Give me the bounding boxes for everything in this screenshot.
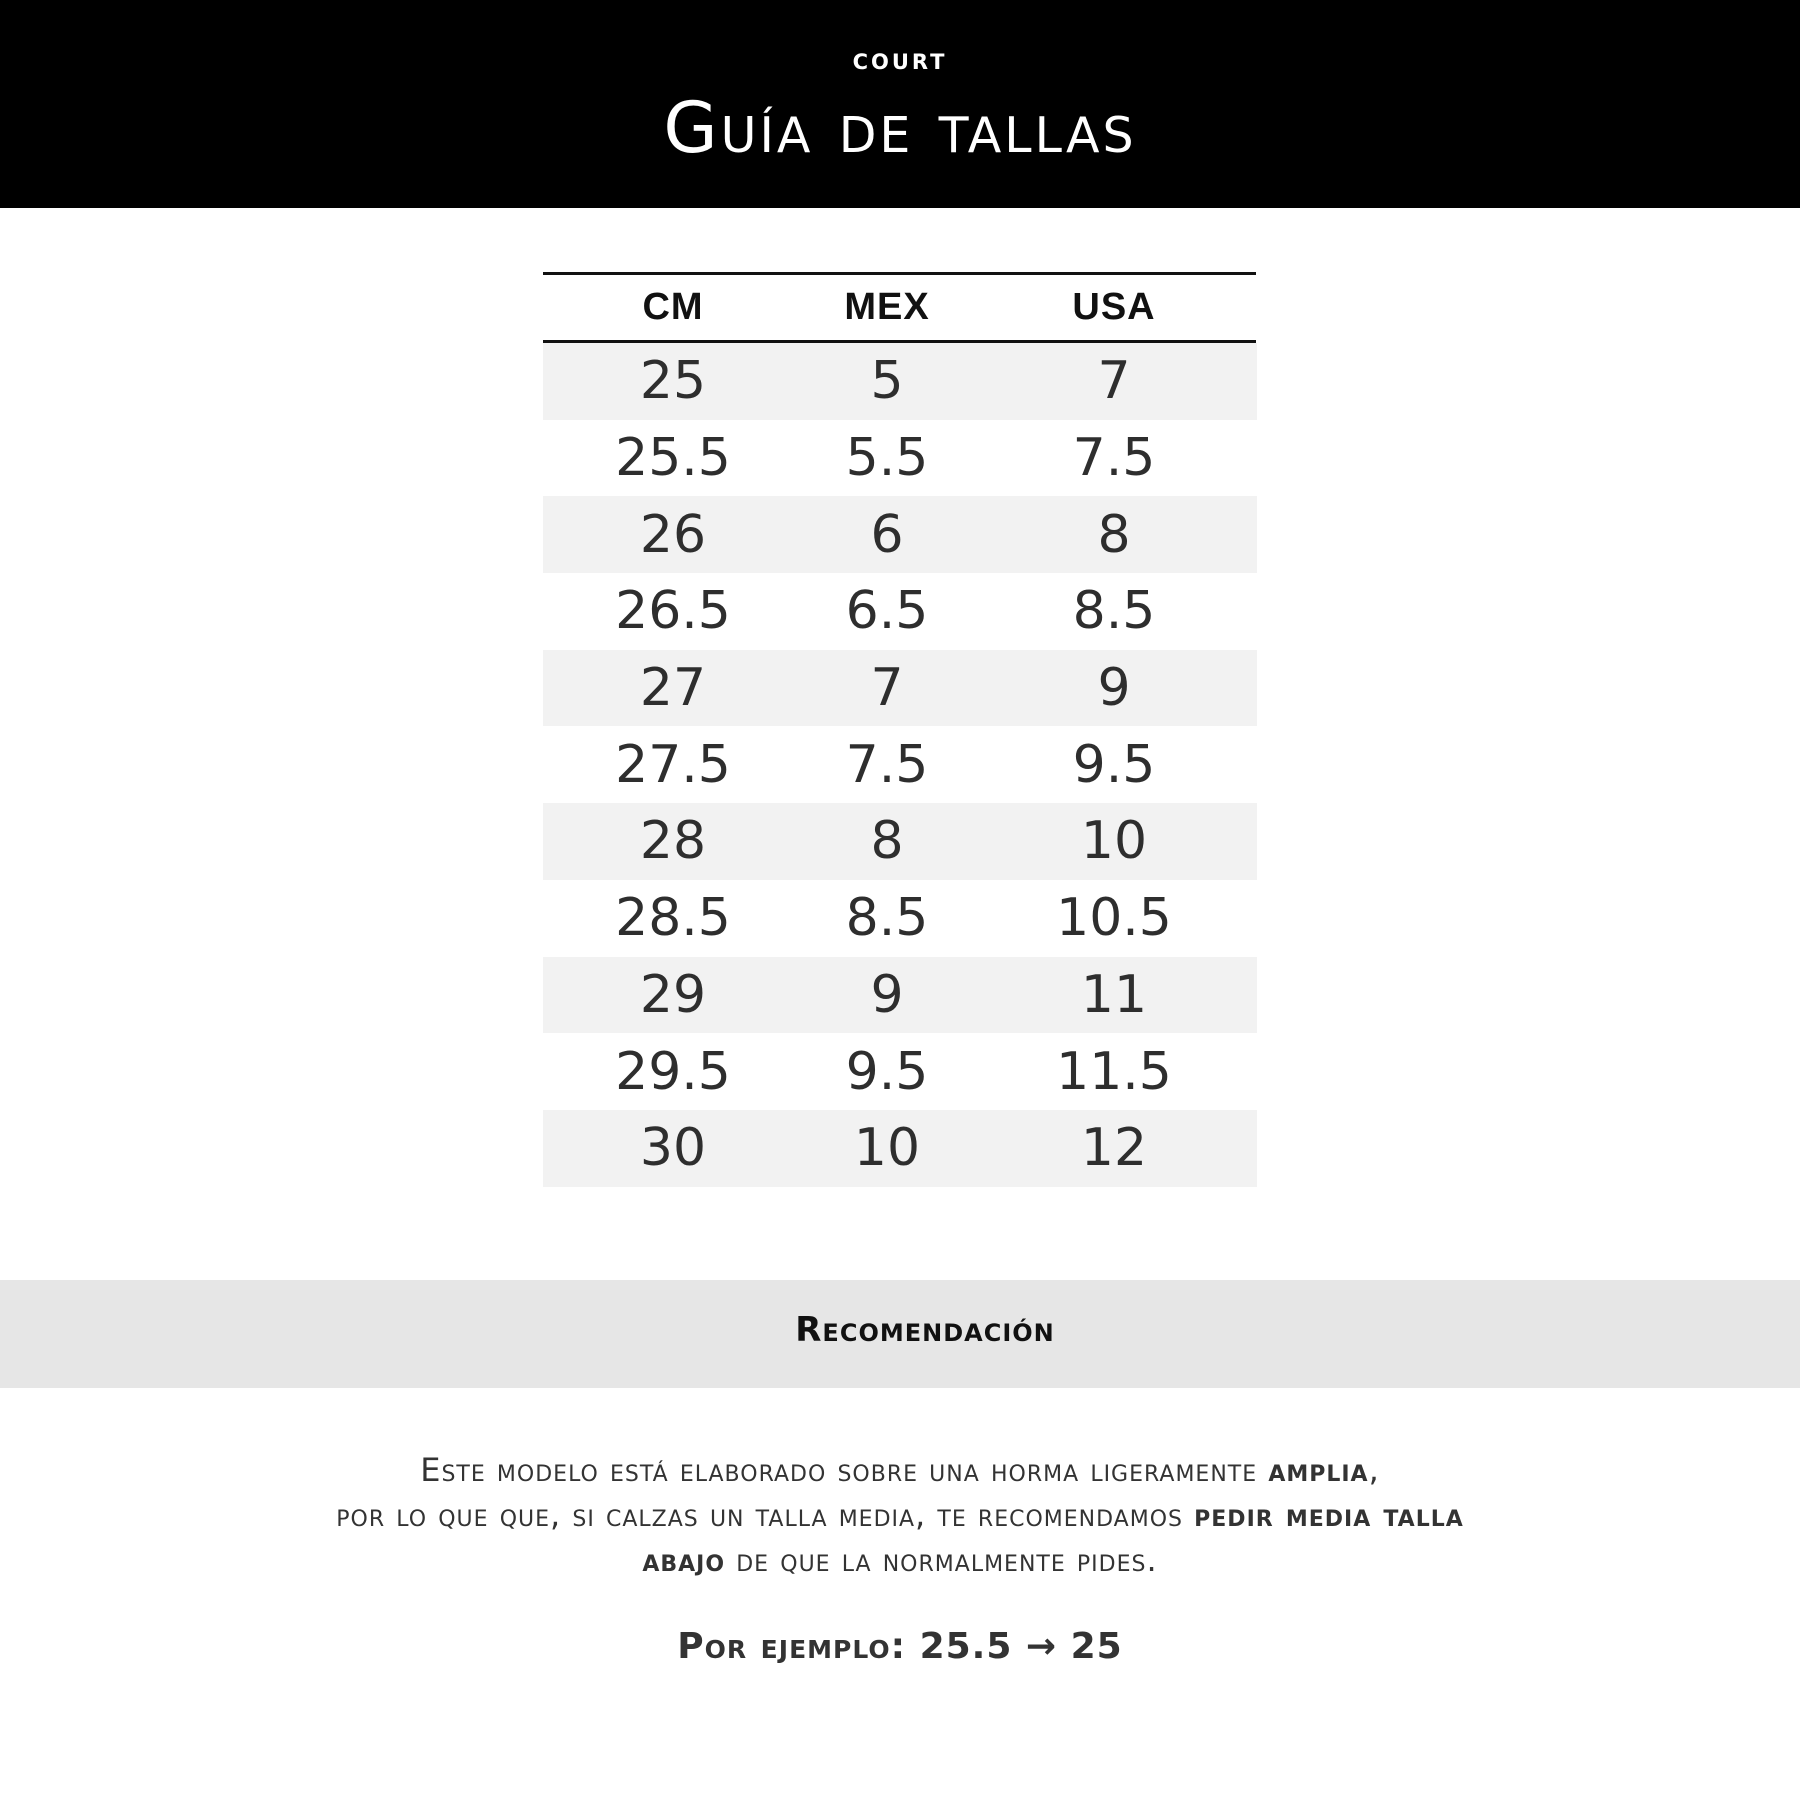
table-row	[543, 573, 1257, 650]
brand-logo: COURT	[852, 50, 948, 74]
recommendation-emphasis-wide: amplia	[1268, 1451, 1369, 1489]
table-row	[543, 957, 1257, 1034]
table-body	[543, 343, 1257, 1187]
table-cell-usa: 7.5	[1072, 428, 1156, 489]
size-table	[543, 272, 1257, 1187]
table-cell-cm: 25.5	[615, 428, 731, 489]
table-cell-cm: 27	[639, 658, 707, 719]
recommendation-emphasis-down: abajo	[642, 1541, 726, 1579]
table-cell-usa: 8	[1097, 504, 1131, 565]
table-cell-mex: 9	[870, 964, 904, 1025]
table-row	[543, 1033, 1257, 1110]
table-cell-usa: 12	[1080, 1118, 1148, 1179]
table-cell-mex: 6	[870, 504, 904, 565]
recommendation-emphasis-half-size: pedir media talla	[1194, 1496, 1464, 1534]
table-cell-cm: 30	[639, 1118, 707, 1179]
recommendation-line1-end: ,	[1368, 1451, 1380, 1489]
table-cell-usa: 9.5	[1072, 734, 1156, 795]
table-cell-usa: 7	[1097, 351, 1131, 412]
table-cell-cm: 29	[639, 964, 707, 1025]
recommendation-title: Recomendación	[795, 1310, 1055, 1350]
table-row	[543, 1110, 1257, 1187]
table-cell-usa: 9	[1097, 658, 1131, 719]
table-cell-cm: 25	[639, 351, 707, 412]
table-cell-mex: 8	[870, 811, 904, 872]
recommendation-line1: Este modelo está elaborado sobre una horma ligeramente	[420, 1451, 1269, 1489]
table-cell-cm: 26	[639, 504, 707, 565]
table-row	[543, 496, 1257, 573]
table-row	[543, 343, 1257, 420]
table-cell-mex: 7	[870, 658, 904, 719]
recommendation-example: Por ejemplo: 25.5 → 25	[677, 1626, 1123, 1667]
page-title: Guía de tallas	[663, 87, 1137, 169]
header-banner	[0, 0, 1800, 208]
table-cell-mex: 6.5	[845, 581, 929, 642]
table-cell-cm: 27.5	[615, 734, 731, 795]
table-cell-usa: 10.5	[1056, 888, 1172, 949]
table-cell-usa: 8.5	[1072, 581, 1156, 642]
column-header-cm: CM	[642, 286, 704, 328]
table-cell-mex: 5.5	[845, 428, 929, 489]
column-header-usa: USA	[1072, 286, 1156, 328]
table-cell-cm: 28.5	[615, 888, 731, 949]
table-cell-mex: 5	[870, 351, 904, 412]
table-header	[543, 275, 1257, 340]
table-cell-cm: 26.5	[615, 581, 731, 642]
table-row	[543, 420, 1257, 497]
column-header-mex: MEX	[844, 286, 930, 328]
recommendation-line2: por lo que que, si calzas un talla media, te recomendamos	[336, 1496, 1195, 1534]
table-row	[543, 726, 1257, 803]
table-cell-usa: 10	[1080, 811, 1148, 872]
table-cell-usa: 11	[1080, 964, 1148, 1025]
table-row	[543, 650, 1257, 727]
recommendation-text	[100, 1448, 1700, 1583]
table-cell-mex: 7.5	[845, 734, 929, 795]
table-cell-cm: 29.5	[615, 1041, 731, 1102]
table-cell-mex: 8.5	[845, 888, 929, 949]
table-cell-mex: 9.5	[845, 1041, 929, 1102]
table-cell-usa: 11.5	[1056, 1041, 1172, 1102]
table-cell-mex: 10	[853, 1118, 921, 1179]
table-cell-cm: 28	[639, 811, 707, 872]
recommendation-line3: de que la normalmente pides.	[725, 1541, 1158, 1579]
table-row	[543, 880, 1257, 957]
table-row	[543, 803, 1257, 880]
